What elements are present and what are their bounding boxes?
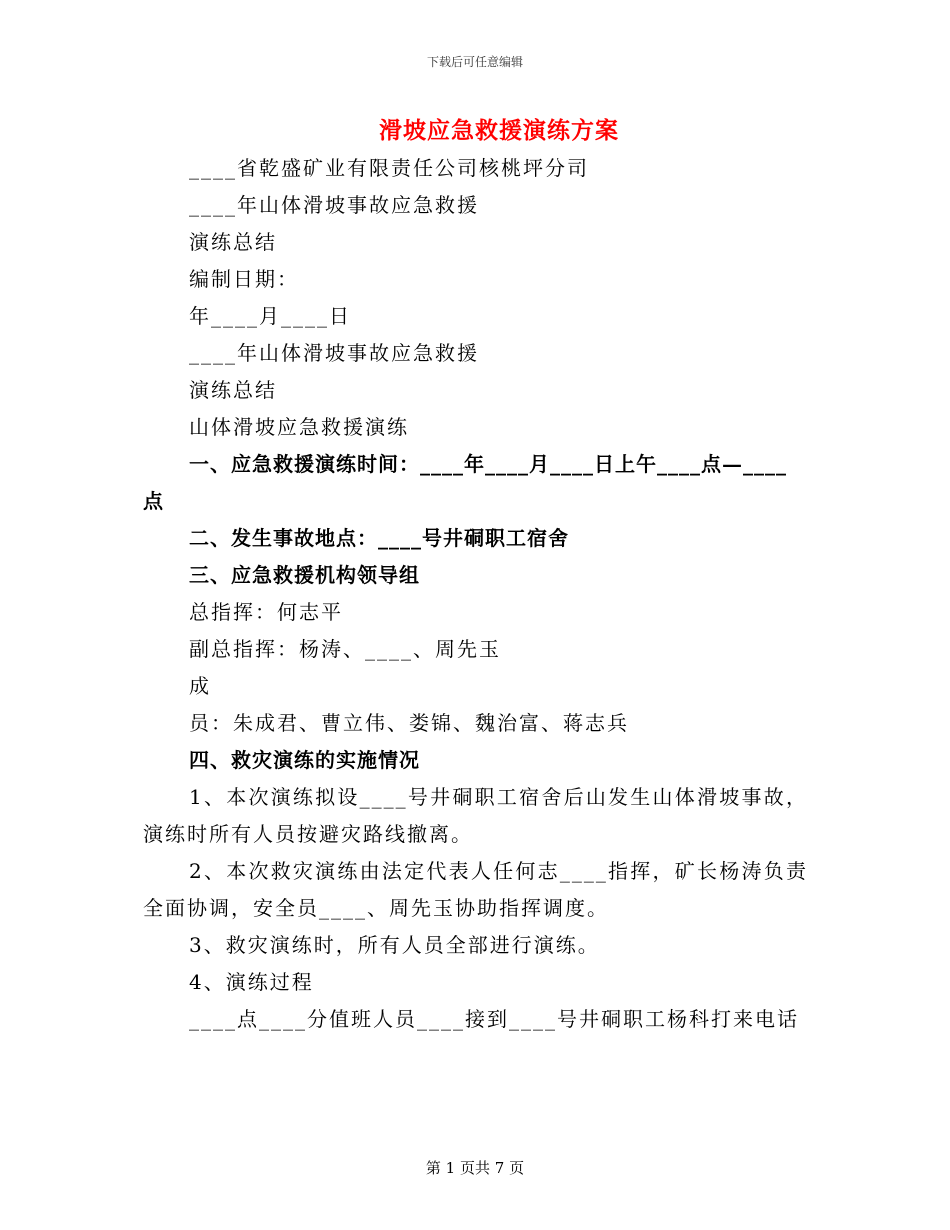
- company-line: ____省乾盛矿业有限责任公司核桃坪分司: [189, 156, 589, 180]
- paragraph-5: ____点____分值班人员____接到____号井硐职工杨科打来电话: [189, 1007, 799, 1031]
- page-footer: 第 1 页共 7 页: [425, 1159, 525, 1177]
- paragraph-2: 2、本次救灾演练由法定代表人任何志____指挥，矿长杨涛负责全面协调，安全员____、周先玉协助指挥调度。: [143, 859, 808, 920]
- drill-name: 山体滑坡应急救援演练: [189, 415, 409, 439]
- commander-line: 总指挥：何志平: [189, 600, 343, 624]
- section-4-heading: 四、救灾演练的实施情况: [189, 748, 420, 772]
- page-header: 下载后可任意编辑: [426, 55, 523, 69]
- document-title: 滑坡应急救援演练方案: [379, 117, 619, 144]
- section-2-heading: 二、发生事故地点：____号井硐职工宿舍: [189, 526, 569, 550]
- paragraph-3: 3、救灾演练时，所有人员全部进行演练。: [189, 933, 600, 957]
- date-label: 编制日期：: [189, 267, 299, 291]
- subtitle-line: ____年山体滑坡事故应急救援: [189, 193, 479, 217]
- paragraph-1: 1、本次演练拟设____号井硐职工宿舍后山发生山体滑坡事故，演练时所有人员按避灾路线撤离。: [143, 785, 808, 846]
- document-body: [143, 150, 808, 1038]
- section-1-heading: 一、应急救援演练时间：____年____月____日上午____点—____: [189, 452, 787, 476]
- members-line: 员：朱成君、曹立伟、娄锦、魏治富、蒋志兵: [189, 711, 629, 735]
- summary-label: 演练总结: [189, 230, 277, 254]
- subtitle-line-repeat: ____年山体滑坡事故应急救援: [189, 341, 479, 365]
- summary-label-repeat: 演练总结: [189, 378, 277, 402]
- members-prefix: 成: [189, 674, 211, 698]
- paragraph-4: 4、演练过程: [189, 970, 314, 994]
- deputy-commander-line: 副总指挥：杨涛、____、周先玉: [189, 637, 501, 661]
- section-3-heading: 三、应急救援机构领导组: [189, 563, 420, 587]
- date-blank: 年____月____日: [189, 304, 351, 328]
- section-1-continuation: 点: [143, 489, 164, 513]
